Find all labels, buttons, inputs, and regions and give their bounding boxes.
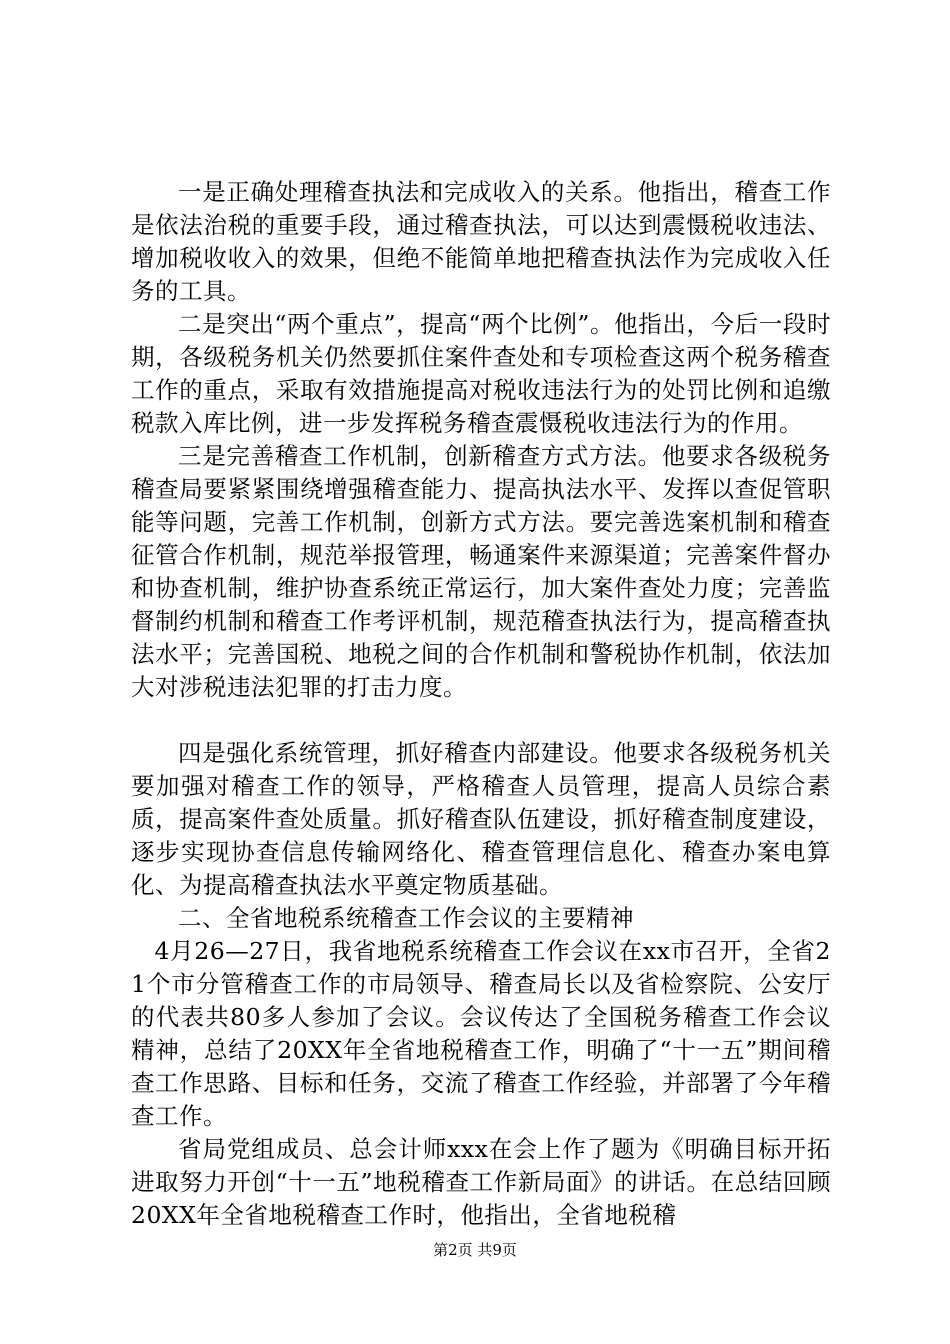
- page-footer: 第2页 共9页: [433, 1241, 517, 1259]
- paragraph-point-four: 四是强化系统管理，抓好稽查内部建设。他要求各级税务机关要加强对稽查工作的领导，严格稽查人员管理，提高人员综合素质，提高案件查处质量。抓好稽查队伍建设，抓好稽查制度建设，逐步实现协查信息传输网络化、稽查管理信息化、稽查办案电算化、为提高稽查执法水平奠定物质基础。: [131, 739, 831, 899]
- paragraph-point-three: 三是完善稽查工作机制，创新稽查方式方法。他要求各级税务稽查局要紧紧围绕增强稽查能力、提高执法水平、发挥以查促管职能等问题，完善工作机制，创新方式方法。要完善选案机制和稽查征管合作机制，规范举报管理，畅通案件来源渠道；完善案件督办和协查机制，维护协查系统正常运行，加大案件查处力度；完善监督制约机制和稽查工作考评机制，规范稽查执法行为，提高稽查执法水平；完善国税、地税之间的合作机制和警税协作机制，依法加大对涉税违法犯罪的打击力度。: [131, 442, 831, 701]
- paragraph-point-one: 一是正确处理稽查执法和完成收入的关系。他指出，稽查工作是依法治税的重要手段，通过稽查执法，可以达到震慑税收违法、增加税收收入的效果，但绝不能简单地把稽查执法作为完成收入任务的工具。: [131, 178, 831, 305]
- paragraph-point-two: 二是突出“两个重点”，提高“两个比例”。他指出，今后一段时期，各级税务机关仍然要抓住案件查处和专项检查这两个税务稽查工作的重点，采取有效措施提高对税收违法行为的处罚比例和追缴税款入库比例，进一步发挥税务稽查震慑税收违法行为的作用。: [131, 310, 831, 437]
- paragraph-speech: 省局党组成员、总会计师xxx在会上作了题为《明确目标开拓进取努力开创“十一五”地税稽查工作新局面》的讲话。在总结回顾20XX年全省地税稽查工作时，他指出，全省地税稽: [131, 1135, 831, 1229]
- section-heading: 二、全省地税系统稽查工作会议的主要精神: [178, 904, 634, 932]
- document-body: [131, 176, 831, 1232]
- paragraph-meeting-summary: 4月26—27日，我省地税系统稽查工作会议在xx市召开，全省21个市分管稽查工作的市局领导、稽查局长以及省检察院、公安厅的代表共80多人参加了会议。会议传达了全国税务稽查工作会议精神，总结了20XX年全省地税稽查工作，明确了“十一五”期间稽查工作思路、目标和任务，交流了稽查工作经验，并部署了今年稽查工作。: [131, 937, 831, 1130]
- paragraph-spacer: [131, 704, 831, 737]
